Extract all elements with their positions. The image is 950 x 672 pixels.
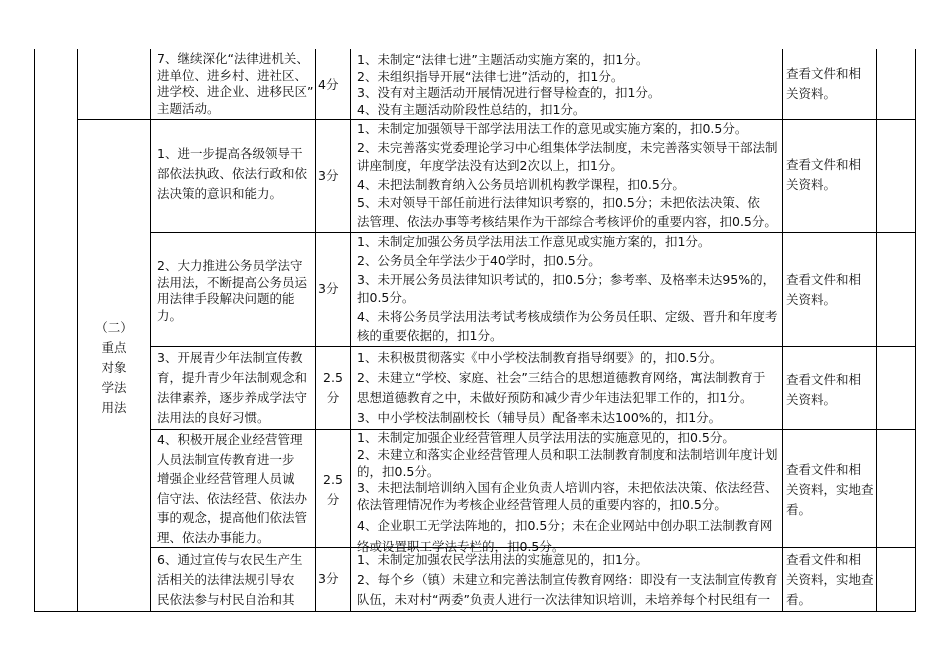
table-divider — [315, 49, 316, 611]
group-label-line: 对象 — [101, 360, 127, 375]
item-line: 增强企业经营管理人员诚 — [157, 471, 295, 486]
method-cell — [786, 370, 861, 410]
table-row-3-item — [157, 348, 307, 428]
item-line: 活相关的法律法规引导农 — [157, 572, 295, 587]
criteria-line: 络或设置职工学法专栏的，扣0.5分。 — [357, 538, 565, 554]
table-row-1-criteria — [357, 120, 777, 231]
score-cell: 4分 — [318, 77, 339, 92]
criteria-line: 法管理、依法办事等考核结果作为干部综合考核评价的重要内容，扣0.5分。 — [357, 213, 777, 229]
table-row-2-criteria — [357, 233, 777, 346]
method-line: 查看文件和相 — [786, 272, 862, 287]
method-line: 查看文件和相 — [786, 66, 862, 81]
criteria-line: 思想道德教育之中，未做好预防和减少青少年违法犯罪工作的，扣1分。 — [357, 390, 753, 405]
method-line: 查看文件和相 — [786, 552, 862, 567]
criteria-line: 1、未制定加强公务员学法用法工作意见或实施方案的，扣1分。 — [357, 234, 711, 249]
criteria-line: 2、公务员全年学法少于40学时，扣0.5分。 — [357, 252, 601, 268]
table-row-6-item — [157, 550, 302, 610]
table-divider — [782, 49, 783, 611]
score-line: 2.5 — [323, 370, 343, 385]
item-line: 进学校、进企业、进移民区” — [157, 84, 314, 99]
criteria-line: 2、未完善落实党委理论学习中心组集体学法制度，未完善落实领导干部法制 — [357, 139, 778, 155]
table-row-4-item — [157, 430, 307, 547]
score-cell — [316, 470, 350, 510]
criteria-line: 1、未制定加强农民学法用法的实施意见的，扣1分。 — [357, 552, 648, 567]
score-cell: 3分 — [318, 168, 339, 183]
criteria-line: 4、企业职工无学法阵地的，扣0.5分；未在企业网站中创办职工法制教育网 — [357, 517, 773, 533]
table-border-right — [915, 49, 916, 611]
method-line: 关资料，实地查 — [786, 482, 874, 497]
method-cell — [786, 64, 861, 104]
criteria-line: 3、中小学校法制副校长（辅导员）配备率未达100%的，扣1分。 — [357, 410, 722, 425]
criteria-line: 2、未组织指导开展“法律七进”活动的，扣1分。 — [357, 68, 624, 84]
group-label-line: （二） — [95, 320, 133, 335]
item-line: 理、依法办事能力。 — [157, 529, 270, 545]
criteria-line: 的，扣0.5分。 — [357, 463, 440, 479]
item-line: 1、进一步提高各级领导干 — [157, 146, 303, 161]
method-cell — [786, 460, 874, 520]
item-line: 部依法执政、依法行政和依 — [157, 166, 308, 181]
criteria-line: 4、未将公务员学法用法考试考核成绩作为公务员任职、定级、晋升和年度考 — [357, 309, 778, 325]
item-line: 事的观念，提高他们依法管 — [157, 510, 308, 525]
score-cell: 3分 — [318, 281, 339, 296]
item-line: 用法律手段解决问题的能 — [157, 291, 295, 306]
criteria-line: 4、未把法制教育纳入公务员培训机构教学课程，扣0.5分。 — [357, 176, 685, 192]
table-border-bottom — [34, 611, 916, 612]
criteria-line: 核的重要依据的，扣1分。 — [357, 327, 503, 343]
criteria-line: 1、未制定加强企业经营管理人员学法用法的实施意见的，扣0.5分。 — [357, 430, 735, 445]
group-label — [78, 318, 150, 418]
method-line: 关资料。 — [786, 292, 837, 307]
table-divider — [350, 49, 351, 611]
item-line: 法决策的意识和能力。 — [157, 186, 283, 201]
row-divider — [150, 346, 916, 347]
criteria-line: 3、没有对主题活动开展情况进行督导检查的，扣1分。 — [357, 85, 661, 100]
group-label-line: 用法 — [101, 400, 127, 415]
method-cell — [786, 550, 874, 610]
method-line: 查看文件和相 — [786, 462, 862, 477]
item-line: 3、开展青少年法制宣传教 — [157, 350, 303, 365]
item-line: 4、积极开展企业经营管理 — [157, 432, 303, 447]
table-row-3-criteria — [357, 348, 765, 428]
table-divider — [150, 49, 151, 611]
item-line: 2、大力推进公务员学法守 — [157, 258, 303, 273]
item-line: 民依法参与村民自治和其 — [157, 592, 295, 607]
item-line: 法律素养，逐步养成学法守 — [157, 390, 308, 405]
method-cell — [786, 155, 861, 195]
criteria-line: 5、未对领导干部任前进行法律知识考察的，扣0.5分；未把依法决策、依 — [357, 195, 760, 210]
method-line: 关资料，实地查 — [786, 572, 874, 587]
table-row-2-item — [157, 258, 307, 324]
table-row-7-item — [157, 51, 313, 117]
item-line: 育，提升青少年法制观念和 — [157, 370, 308, 385]
item-line: 7、继续深化“法律进机关、 — [157, 51, 309, 66]
item-line: 法用法，不断提高公务员运 — [157, 274, 308, 290]
table-row-1-item — [157, 144, 307, 204]
table-border-left — [34, 49, 35, 611]
method-cell — [786, 270, 861, 310]
criteria-line: 4、没有主题活动阶段性总结的，扣1分。 — [357, 101, 586, 117]
table-row-4-criteria — [357, 430, 777, 556]
score-line: 2.5 — [323, 472, 343, 487]
table-row-6-criteria — [357, 550, 777, 610]
method-line: 关资料。 — [786, 177, 837, 192]
method-line: 查看文件和相 — [786, 372, 862, 387]
method-line: 看。 — [786, 502, 812, 517]
item-line: 人员法制宣传教育进一步 — [157, 451, 295, 467]
criteria-line: 3、未开展公务员法律知识考试的，扣0.5分；参考率、及格率未达95%的， — [357, 271, 776, 287]
score-cell: 3分 — [318, 571, 339, 586]
criteria-line: 2、未建立和落实企业经营管理人员和职工法制教育制度和法制培训年度计划 — [357, 446, 778, 462]
item-line: 6、通过宣传与农民生产生 — [157, 552, 303, 567]
group-label-line: 学法 — [101, 380, 127, 395]
method-line: 看。 — [786, 592, 812, 607]
criteria-line: 2、每个乡（镇）未建立和完善法制宣传教育网络：即没有一支法制宣传教育 — [357, 572, 778, 587]
criteria-line: 1、未制定加强领导干部学法用法工作的意见或实施方案的，扣0.5分。 — [357, 121, 748, 136]
item-line: 信守法、依法经营、依法办 — [157, 490, 308, 506]
criteria-line: 2、未建立“学校、家庭、社会”三结合的思想道德教育网络，寓法制教育于 — [357, 370, 766, 385]
criteria-line: 扣0.5分。 — [357, 290, 415, 306]
table-row-7-criteria — [357, 52, 660, 118]
score-line: 分 — [326, 492, 340, 507]
criteria-line: 1、未制定“法律七进”主题活动实施方案的，扣1分。 — [357, 52, 649, 67]
criteria-line: 讲座制度，年度学法没有达到2次以上，扣1分。 — [357, 158, 623, 173]
criteria-line: 依法管理情况作为考核企业经营管理人员的重要内容的，扣0.5分。 — [357, 497, 727, 513]
method-line: 查看文件和相 — [786, 157, 862, 172]
score-line: 分 — [326, 390, 340, 405]
item-line: 法用法的良好习惯。 — [157, 410, 270, 425]
score-cell — [316, 368, 350, 408]
method-line: 关资料。 — [786, 392, 837, 407]
item-line: 进单位、进乡村、进社区、 — [157, 67, 308, 83]
group-label-line: 重点 — [101, 340, 127, 355]
item-line: 力。 — [157, 307, 183, 323]
criteria-line: 队伍，未对村“两委”负责人进行一次法律知识培训，未培养每个村民组有一 — [357, 592, 770, 607]
criteria-line: 3、未把法制培训纳入国有企业负责人培训内容，未把依法决策、依法经营、 — [357, 480, 778, 496]
table-divider — [876, 49, 877, 611]
criteria-line: 1、未积极贯彻落实《中小学校法制教育指导纲要》的，扣0.5分。 — [357, 350, 723, 365]
item-line: 主题活动。 — [157, 100, 220, 116]
method-line: 关资料。 — [786, 86, 837, 101]
